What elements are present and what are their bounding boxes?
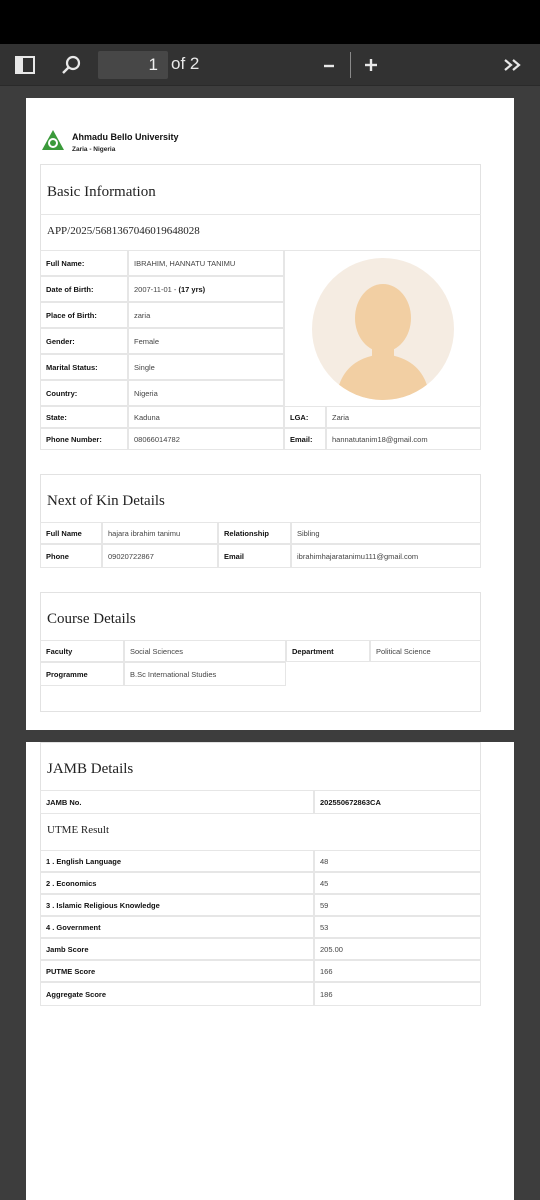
- kin-name-label: Full Name: [46, 528, 82, 538]
- utme-subject-label: 3 . Islamic Religious Knowledge: [46, 900, 160, 910]
- page-count-label: of 2: [171, 54, 200, 73]
- aggregate-score-label: Aggregate Score: [46, 989, 107, 999]
- jamb-details-title: JAMB Details: [47, 761, 134, 777]
- department-label: Department: [292, 646, 334, 656]
- zoom-out-icon[interactable]: [318, 54, 340, 76]
- phone-value: 08066014782: [134, 434, 180, 444]
- putme-score-value: 166: [320, 966, 333, 976]
- zoom-divider: [350, 52, 351, 78]
- dob-label: Date of Birth:: [46, 284, 94, 294]
- utme-subject-score: 48: [320, 856, 329, 866]
- country-value: Nigeria: [134, 388, 158, 398]
- more-chevron-icon[interactable]: [502, 54, 524, 76]
- pdf-toolbar: [0, 44, 540, 86]
- lga-value: Zaria: [332, 412, 350, 422]
- sidebar-toggle-icon[interactable]: [14, 54, 36, 76]
- email-value: hannatutanim18@gmail.com: [332, 434, 428, 444]
- department-value: Political Science: [376, 646, 431, 656]
- state-value: Kaduna: [134, 412, 160, 422]
- utme-subject-score: 45: [320, 878, 329, 888]
- university-name: Ahmadu Bello University: [72, 132, 179, 142]
- country-label: Country:: [46, 388, 78, 398]
- utme-subject-label: 2 . Economics: [46, 878, 97, 888]
- full-name-label: Full Name:: [46, 258, 85, 268]
- kin-relationship-label: Relationship: [224, 528, 270, 538]
- marital-status-label: Marital Status:: [46, 362, 98, 372]
- pdf-page-1: [26, 98, 514, 730]
- kin-email-value: ibrahimhajaratanimu111@gmail.com: [297, 551, 419, 561]
- dob-value: 2007-11-01 -: [134, 284, 177, 294]
- utme-subject-label: 1 . English Language: [46, 856, 122, 866]
- faculty-value: Social Sciences: [130, 646, 183, 656]
- pdf-page-2: [26, 742, 514, 1200]
- course-details-title: Course Details: [47, 611, 136, 627]
- marital-status-value: Single: [134, 362, 155, 372]
- kin-phone-value: 09020722867: [108, 551, 154, 561]
- programme-label: Programme: [46, 669, 88, 679]
- utme-subject-label: 4 . Government: [46, 922, 101, 932]
- utme-subject-score: 59: [320, 900, 329, 910]
- age-value: (17 yrs): [178, 284, 206, 294]
- application-number: APP/2025/5681367046019648028: [47, 225, 200, 237]
- phone-label: Phone Number:: [46, 434, 102, 444]
- basic-info-title: Basic Information: [47, 184, 156, 200]
- jamb-no-value: 202550672863CA: [320, 797, 381, 807]
- jamb-score-value: 205.00: [320, 944, 343, 954]
- kin-email-label: Email: [224, 551, 245, 561]
- faculty-label: Faculty: [46, 646, 73, 656]
- zoom-in-icon[interactable]: [360, 54, 382, 76]
- applicant-photo-avatar: [312, 258, 454, 400]
- kin-phone-label: Phone: [46, 551, 69, 561]
- next-of-kin-title: Next of Kin Details: [47, 493, 165, 509]
- kin-relationship-value: Sibling: [297, 528, 320, 538]
- search-icon[interactable]: [60, 54, 82, 76]
- university-logo-icon: [40, 128, 66, 154]
- putme-score-label: PUTME Score: [46, 966, 96, 976]
- kin-name-value: hajara ibrahim tanimu: [108, 528, 181, 538]
- utme-result-title: UTME Result: [47, 824, 110, 836]
- place-of-birth-label: Place of Birth:: [46, 310, 97, 320]
- programme-value: B.Sc International Studies: [130, 669, 217, 679]
- utme-subject-score: 53: [320, 922, 329, 932]
- lga-label: LGA:: [290, 412, 309, 422]
- status-bar: [0, 0, 540, 44]
- full-name-value: IBRAHIM, HANNATU TANIMU: [134, 258, 236, 268]
- place-of-birth-value: zaria: [134, 310, 151, 320]
- gender-label: Gender:: [46, 336, 75, 346]
- gender-value: Female: [134, 336, 160, 346]
- page-number-input[interactable]: 1: [98, 51, 168, 79]
- university-location: Zaria - Nigeria: [72, 146, 116, 153]
- jamb-no-label: JAMB No.: [46, 797, 82, 807]
- email-label: Email:: [290, 434, 313, 444]
- jamb-score-label: Jamb Score: [46, 944, 89, 954]
- aggregate-score-value: 186: [320, 989, 333, 999]
- state-label: State:: [46, 412, 67, 422]
